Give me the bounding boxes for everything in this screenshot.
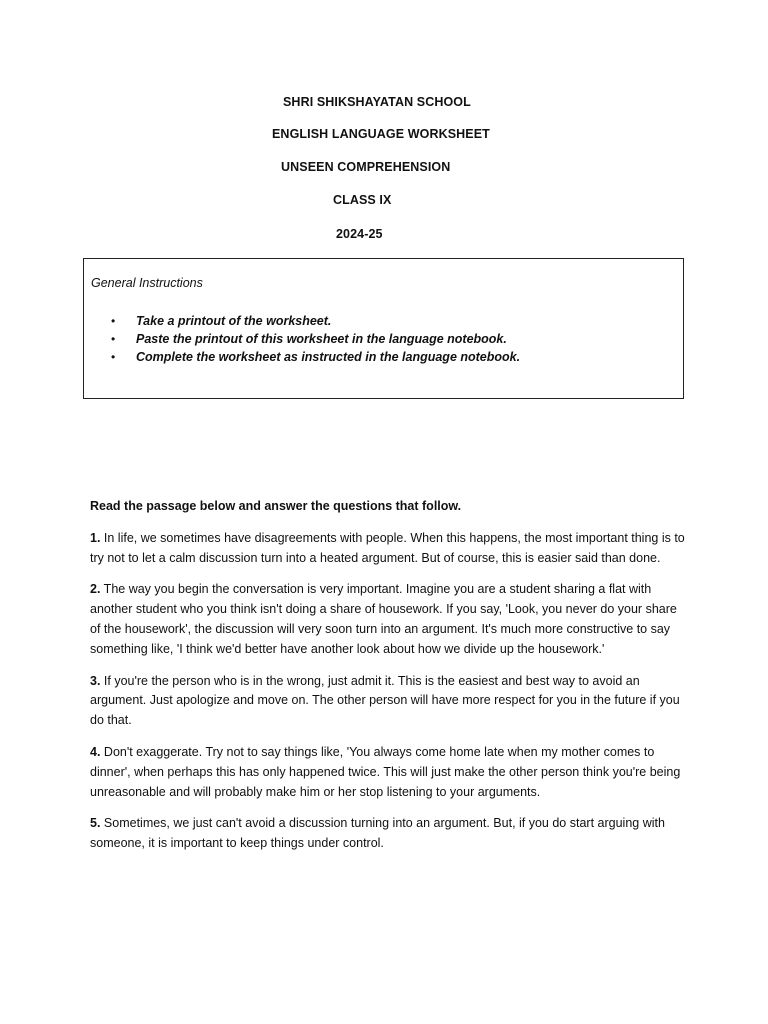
paragraph-text: Don't exaggerate. Try not to say things like, 'You always come home late when my mother comes to dinner', when perhaps this has only happened twice. This will just make the other person think you're being unreasonable and will probably make him or her stop listening to your arguments.	[90, 744, 681, 799]
paragraph-5	[90, 814, 685, 854]
instructions-title: General Instructions	[91, 276, 203, 290]
instruction-text: Take a printout of the worksheet.	[136, 314, 332, 328]
instruction-text: Paste the printout of this worksheet in the language notebook.	[136, 332, 507, 346]
paragraph-text: Sometimes, we just can't avoid a discussion turning into an argument. But, if you do start arguing with someone, it is important to keep things under control.	[90, 816, 665, 851]
paragraph-2	[90, 580, 685, 659]
instructions-box	[83, 258, 684, 399]
bullet-icon: •	[111, 350, 116, 364]
school-name: SHRI SHIKSHAYATAN SCHOOL	[283, 95, 471, 109]
instruction-item	[111, 348, 520, 366]
paragraph-3	[90, 672, 685, 731]
paragraph-4	[90, 743, 685, 802]
paragraph-text: If you're the person who is in the wrong, just admit it. This is the easiest and best way to avoid an argument. Just apologize and move on. The other person will have more respect for you in the future if you do that.	[90, 673, 680, 728]
instruction-item	[111, 312, 520, 330]
bullet-icon: •	[111, 314, 116, 328]
instruction-item	[111, 330, 520, 348]
class-label: CLASS IX	[333, 193, 392, 207]
instructions-list	[111, 312, 520, 366]
paragraph-number: 5.	[90, 816, 101, 831]
paragraph-number: 4.	[90, 744, 101, 759]
worksheet-title: ENGLISH LANGUAGE WORKSHEET	[272, 127, 490, 141]
passage-intro: Read the passage below and answer the questions that follow.	[90, 499, 462, 513]
paragraph-number: 1.	[90, 530, 101, 545]
worksheet-topic: UNSEEN COMPREHENSION	[281, 160, 451, 174]
session-label: 2024-25	[336, 227, 383, 241]
passage	[90, 497, 685, 866]
paragraph-number: 2.	[90, 582, 101, 597]
instruction-text: Complete the worksheet as instructed in the language notebook.	[136, 350, 521, 364]
paragraph-text: The way you begin the conversation is very important. Imagine you are a student sharing a flat with another student who you think isn't doing a share of housework. If you say, 'Look, you never do your share of the housework', the discussion will very soon turn into an argument. It's much more constructive to say something like, 'I think we'd better have another look about how we divide up the housework.'	[90, 582, 677, 656]
paragraph-1	[90, 529, 685, 569]
paragraph-number: 3.	[90, 673, 101, 688]
paragraph-text: In life, we sometimes have disagreements with people. When this happens, the most important thing is to try not to let a calm discussion turn into a heated argument. But of course, this is easier said than done.	[90, 530, 685, 565]
bullet-icon: •	[111, 332, 116, 346]
